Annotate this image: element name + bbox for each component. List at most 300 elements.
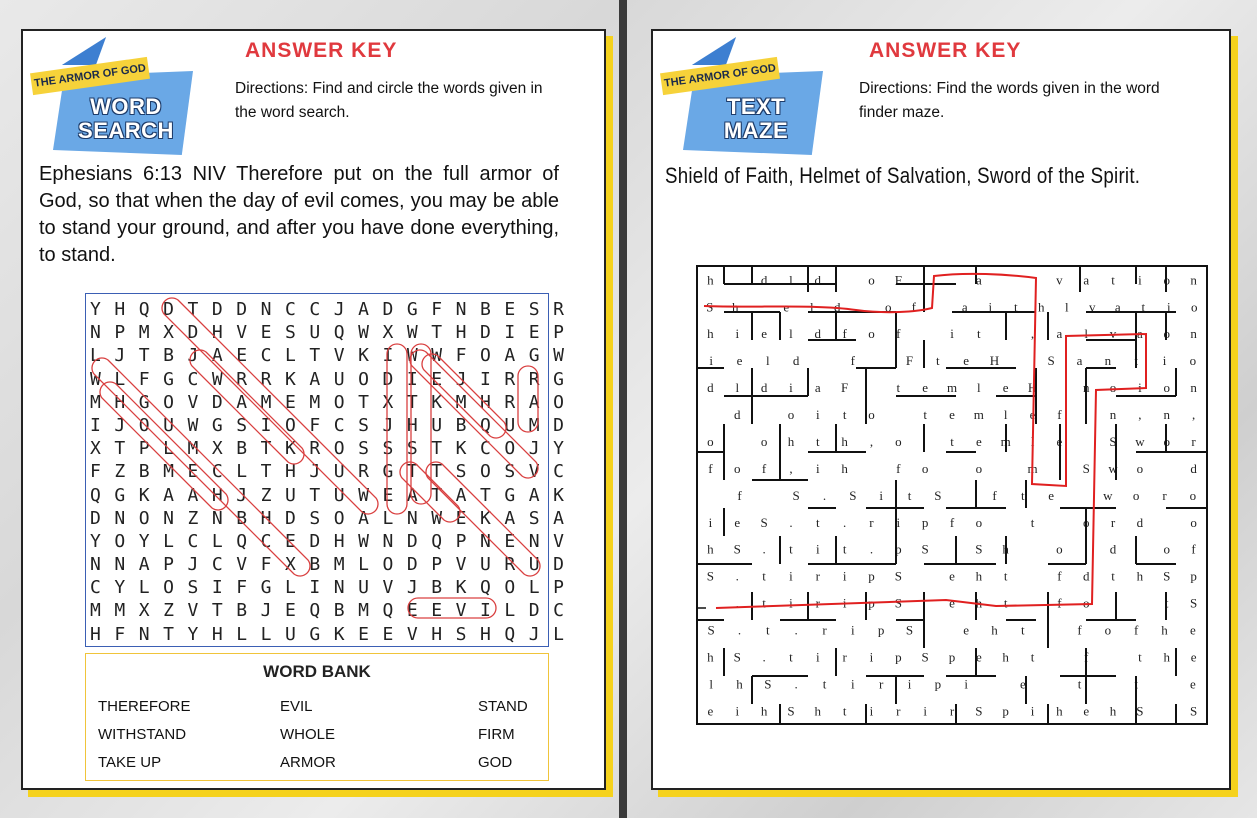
maze-letter: S: [760, 514, 768, 530]
maze-letter: S: [849, 487, 857, 503]
maze-letter: f: [1133, 622, 1139, 638]
maze-letter: n: [1082, 380, 1090, 396]
maze-letter: o: [975, 514, 983, 530]
maze-letter: S: [1189, 595, 1198, 611]
maze-letter: l: [977, 380, 981, 396]
maze-letter: o: [895, 433, 902, 449]
maze-letter: ,: [869, 433, 874, 449]
maze-letter: f: [1084, 649, 1089, 665]
badge-swoosh: [62, 37, 106, 65]
maze-letter: t: [1003, 595, 1008, 611]
maze-letter: l: [789, 272, 793, 288]
maze-letter: h: [991, 622, 998, 638]
grid-row: Y H Q D T D D N C C J A D G F N B E S R: [90, 299, 566, 320]
maze-letter: i: [842, 595, 847, 611]
maze-letter: S: [921, 649, 929, 665]
grid-row: Y O Y L C L Q C E D H W N D Q P N E N V: [90, 530, 566, 552]
text-maze: [696, 264, 1208, 730]
grid-row: D N O N Z N B H D S O A L N W E K A S A: [90, 507, 566, 529]
word-bank-item: THEREFORE: [98, 698, 191, 715]
maze-letter: h: [1002, 649, 1009, 665]
maze-letter: v: [1056, 272, 1063, 288]
badge-swoosh: [692, 37, 736, 65]
maze-letter: w: [1103, 487, 1113, 503]
maze-letter: t: [950, 433, 954, 449]
maze-letter: i: [789, 568, 793, 584]
maze-letter: S: [894, 568, 902, 584]
maze-letter: t: [1164, 595, 1169, 611]
maze-letter: l: [809, 299, 814, 315]
maze-letter: e: [707, 703, 714, 719]
maze-letter: t: [1141, 299, 1146, 315]
word-bank: [85, 653, 549, 781]
maze-letter: f: [992, 487, 997, 503]
maze-letter: o: [1109, 380, 1117, 396]
maze-letter: l: [1003, 407, 1008, 423]
maze-letter: i: [869, 703, 874, 719]
maze-letter: .: [735, 568, 739, 584]
maze-letter: e: [1190, 649, 1197, 665]
maze-letter: f: [1057, 568, 1062, 584]
bible-verse: Ephesians 6:13 NIV Therefore put on the full armor of God, so that when the day of evil comes, you may be able to stand your ground, and after you have done everything, to stand.: [39, 163, 559, 266]
maze-letter: r: [1110, 514, 1116, 530]
maze-letter: o: [868, 326, 875, 342]
circle-evil: [408, 598, 496, 618]
text-maze-badge: [661, 37, 836, 155]
maze-letter: i: [735, 703, 740, 719]
maze-letter: h: [1109, 703, 1117, 719]
maze-letter: r: [878, 676, 884, 692]
maze-letter: o: [868, 272, 875, 288]
maze-letter: e: [1189, 676, 1196, 692]
maze-letter: h: [1038, 299, 1045, 315]
maze-letter: ,: [1030, 326, 1035, 342]
circle-vertical-1: [387, 344, 407, 514]
maze-letter: f: [761, 460, 767, 476]
maze-letter: h: [1161, 622, 1168, 638]
maze-letter: t: [907, 487, 912, 503]
maze-letter: o: [1104, 622, 1112, 638]
text-maze-page: [651, 29, 1231, 790]
maze-letter: e: [922, 380, 929, 396]
circle-diag-takeup: [410, 350, 538, 478]
maze-letter: o: [1189, 353, 1197, 369]
maze-letter: h: [814, 703, 822, 719]
maze-letter: F: [905, 353, 914, 369]
directions-text: Directions: Find the words given in the word finder maze.: [859, 80, 1160, 121]
badge-ribbon: THE ARMOR OF GOD: [660, 57, 780, 95]
maze-letter: i: [950, 326, 954, 342]
directions-text: Directions: Find and circle the words given in the word search.: [235, 80, 543, 121]
maze-letter: r: [949, 703, 955, 719]
maze-letter: o: [1082, 514, 1090, 530]
maze-letter: f: [1057, 595, 1062, 611]
maze-letter: h: [707, 272, 714, 288]
maze-letter: m: [946, 380, 958, 396]
maze-letter: t: [1077, 676, 1082, 692]
word-bank-item: ARMOR: [280, 754, 336, 771]
maze-letter: p: [895, 649, 902, 665]
maze-letter: f: [842, 326, 847, 342]
badge-title-line2: MAZE: [723, 118, 789, 143]
maze-letter: t: [822, 676, 827, 692]
maze-letter: e: [1019, 676, 1026, 692]
maze-letter: e: [736, 353, 743, 369]
maze-letter: d: [1136, 514, 1144, 530]
maze-letter: S: [934, 487, 942, 503]
maze-letter: o: [787, 407, 795, 423]
grid-row: W L F G C W R R K A U O D I E J I R R G: [90, 368, 566, 390]
maze-letter: e: [761, 326, 767, 342]
maze-letter: h: [736, 676, 743, 692]
maze-letter: h: [707, 541, 714, 557]
maze-letter: S: [706, 299, 714, 315]
maze-letter: e: [949, 568, 955, 584]
maze-letter: t: [1030, 514, 1035, 530]
maze-letter: p: [934, 676, 942, 692]
maze-letter: i: [923, 703, 927, 719]
maze-letter: d: [814, 326, 822, 342]
maze-letter: r: [1191, 433, 1196, 449]
maze-letter: .: [869, 541, 874, 557]
maze-letter: i: [709, 353, 713, 369]
maze-letter: .: [794, 622, 798, 638]
maze-letter: t: [1030, 649, 1035, 665]
maze-letter: h: [707, 649, 714, 665]
maze-letter: v: [1109, 326, 1117, 342]
maze-letter: h: [841, 433, 848, 449]
maze-letter: p: [877, 622, 885, 638]
maze-letter: e: [975, 433, 982, 449]
maze-letter: t: [1134, 676, 1138, 692]
maze-letter: i: [815, 541, 820, 557]
maze-letter: n: [1190, 380, 1197, 396]
maze-letter: t: [977, 326, 981, 342]
maze-letter: w: [1135, 433, 1145, 449]
maze-letter: .: [794, 676, 798, 692]
maze-letter: a: [975, 272, 982, 288]
maze-letter: h: [1136, 568, 1144, 584]
maze-letter: l: [709, 676, 713, 692]
maze-letter: t: [842, 541, 847, 557]
maze-letter: i: [842, 568, 847, 584]
maze-letter: d: [707, 380, 714, 396]
maze-letter: m: [1000, 433, 1011, 449]
maze-letter: w: [1108, 460, 1118, 476]
maze-letter: o: [734, 460, 741, 476]
grid-row: I J O U W G S I O F C S J H U B Q U M D: [90, 414, 566, 436]
maze-letter: d: [814, 272, 822, 288]
maze-letter: e: [1189, 622, 1196, 638]
maze-letter: o: [921, 460, 929, 476]
maze-letter: h: [1002, 541, 1009, 557]
maze-letter: S: [733, 649, 741, 665]
grid-row: N N A P J C V F X B M L O D P V U R U D: [90, 554, 566, 576]
maze-letter: S: [707, 622, 715, 638]
maze-letter: t: [789, 541, 793, 557]
maze-letter: S: [1136, 703, 1144, 719]
grid-row: F Z B M E C L T H J U R G T T S O S V C: [90, 461, 566, 483]
maze-letter: S: [1109, 433, 1117, 449]
maze-letter: d: [760, 380, 768, 396]
circle-vertical-3: [518, 366, 538, 432]
maze-letter: f: [1077, 622, 1082, 638]
word-bank-item: STAND: [478, 698, 528, 715]
maze-letter: H: [1027, 380, 1038, 396]
word-search-page: [21, 29, 606, 790]
maze-letter: S: [706, 568, 715, 584]
circle-diag-1: [181, 302, 381, 502]
maze-letter: h: [787, 433, 795, 449]
maze-letter: i: [1030, 703, 1035, 719]
maze-letter: r: [822, 622, 827, 638]
maze-letter: h: [841, 460, 848, 476]
maze-letter: i: [1162, 353, 1167, 369]
circle-diag-whole: [100, 382, 228, 510]
maze-letter: i: [896, 514, 901, 530]
maze-letter: l: [1084, 326, 1089, 342]
maze-letter: a: [814, 380, 821, 396]
maze-letter: a: [1114, 299, 1121, 315]
maze-letter: o: [1163, 541, 1170, 557]
word-bank-item: WITHSTAND: [98, 726, 187, 743]
maze-letter: t: [766, 622, 770, 638]
maze-letter: m: [1027, 460, 1038, 476]
maze-letter: o: [1082, 595, 1090, 611]
maze-letter: i: [1138, 272, 1142, 288]
maze-letter: h: [975, 595, 983, 611]
maze-subtitle: Shield of Faith, Helmet of Salvation, Sword of the Spirit.: [665, 163, 1141, 188]
circle-diag-therefore: [162, 298, 378, 514]
maze-letter: a: [1056, 326, 1063, 342]
maze-letter: t: [789, 649, 793, 665]
maze-letter: f: [949, 514, 955, 530]
maze-letter: t: [1134, 353, 1138, 369]
maze-letter: o: [760, 433, 768, 449]
word-search-badge: [31, 37, 206, 155]
maze-letter: ,: [789, 460, 793, 476]
maze-letter: i: [964, 676, 968, 692]
maze-letter: i: [789, 595, 793, 611]
maze-letter: i: [869, 649, 874, 665]
maze-letter: h: [760, 703, 768, 719]
maze-letter: ,: [1138, 407, 1142, 423]
maze-letter: S: [1163, 568, 1171, 584]
word-bank-item: TAKE UP: [98, 754, 162, 771]
maze-letter: t: [1021, 487, 1025, 503]
maze-letter: r: [815, 568, 820, 584]
maze-letter: t: [842, 407, 847, 423]
maze-letter: F: [894, 272, 902, 288]
grid-row: H F N T Y H L L U G K E E V H S H Q J L: [90, 623, 566, 645]
maze-letter: a: [1083, 272, 1090, 288]
maze-letter: a: [1076, 353, 1083, 369]
maze-letter: o: [1163, 272, 1170, 288]
maze-letter: e: [1056, 433, 1063, 449]
maze-letter: t: [1111, 272, 1115, 288]
maze-letter: i: [1166, 299, 1171, 315]
badge-ribbon: THE ARMOR OF GOD: [30, 57, 150, 95]
maze-letter: S: [1189, 703, 1198, 719]
word-bank-item: EVIL: [280, 698, 313, 715]
maze-letter: i: [815, 649, 820, 665]
maze-letter: p: [868, 595, 875, 611]
maze-letter: o: [1163, 380, 1170, 396]
maze-letter: h: [732, 299, 739, 315]
maze-letter: l: [1030, 433, 1035, 449]
maze-letter: f: [850, 353, 856, 369]
answer-circles: [86, 294, 548, 646]
maze-letter: v: [1089, 299, 1096, 315]
maze-letter: m: [973, 407, 984, 423]
maze-letter: f: [737, 487, 742, 503]
maze-letter: f: [896, 326, 901, 342]
maze-letter: e: [949, 595, 955, 611]
maze-letter: h: [1056, 703, 1063, 719]
maze-letter: o: [1132, 487, 1140, 503]
maze-letter: f: [708, 460, 713, 476]
maze-letter: e: [1002, 380, 1009, 396]
maze-letter: i: [815, 460, 820, 476]
maze-letter: o: [885, 299, 892, 315]
maze-letter: t: [1138, 649, 1142, 665]
maze-letter: o: [1056, 541, 1063, 557]
answer-key-heading: ANSWER KEY: [245, 39, 398, 62]
maze-letter: o: [868, 407, 875, 423]
maze-letter: n: [1190, 272, 1197, 288]
maze-letter: h: [1163, 649, 1170, 665]
maze-letter: o: [707, 433, 714, 449]
maze-letter: t: [762, 568, 766, 584]
maze-letter: e: [783, 299, 790, 315]
maze-letter: r: [896, 703, 901, 719]
maze-letter: a: [1137, 326, 1143, 342]
maze-letter: d: [1109, 541, 1117, 557]
badge-title: [697, 95, 815, 143]
grid-row: L J T B J A E C L T V K I W W F O A G W: [90, 345, 566, 367]
maze-letter: t: [815, 433, 820, 449]
maze-letter: l: [1064, 299, 1069, 315]
word-bank-item: FIRM: [478, 726, 515, 743]
maze-letter: S: [921, 541, 929, 557]
page-divider: [619, 0, 627, 818]
maze-letter: d: [760, 272, 768, 288]
maze-letter: i: [851, 622, 855, 638]
maze-letter: .: [762, 649, 766, 665]
maze-letter: i: [708, 514, 713, 530]
maze-letter: S: [733, 541, 741, 557]
maze-letter: r: [842, 649, 847, 665]
grid-row: C Y L O S I F G L I N U V J B K Q O L P: [90, 577, 566, 599]
maze-letter: o: [1191, 299, 1198, 315]
maze-letter: e: [734, 514, 741, 530]
grid-row: M H G O V D A M E M O T X T K M H R A O: [90, 391, 566, 413]
maze-letter: n: [1104, 353, 1112, 369]
maze-letter: t: [1003, 568, 1008, 584]
maze-letter: p: [1190, 568, 1197, 584]
maze-letter: i: [1138, 380, 1142, 396]
maze-letter: e: [963, 353, 970, 369]
maze-letter: S: [1082, 460, 1090, 476]
grid-row: Q G K A A H J Z U T U W E A T A T G A K: [90, 484, 566, 506]
answer-key-heading: ANSWER KEY: [869, 39, 1022, 62]
maze-letter: S: [1047, 353, 1055, 369]
maze-letter: H: [989, 353, 1000, 369]
word-search-grid: [85, 293, 566, 647]
maze-letter: i: [815, 407, 820, 423]
maze-letter: .: [762, 541, 766, 557]
maze-letter: e: [1048, 487, 1055, 503]
maze-letter: F: [841, 380, 849, 396]
maze-letter: t: [923, 407, 927, 423]
maze-letter: i: [735, 326, 740, 342]
maze-letter: e: [949, 407, 955, 423]
maze-letter: t: [1013, 299, 1018, 315]
maze-letter: S: [792, 487, 800, 503]
maze-letter: n: [1190, 326, 1197, 342]
maze-letter: t: [1021, 622, 1025, 638]
maze-letter: p: [868, 568, 875, 584]
maze-letter: h: [707, 326, 714, 342]
maze-letter: r: [1162, 487, 1167, 503]
maze-letter: d: [1082, 568, 1090, 584]
badge-title-line1: WORD: [90, 94, 162, 119]
badge-title-line2: SEARCH: [78, 118, 174, 143]
maze-letter: p: [1002, 703, 1009, 719]
maze-letter: S: [787, 703, 795, 719]
maze-letter: f: [1191, 541, 1196, 557]
maze-letter: p: [895, 541, 902, 557]
maze-letter: i: [988, 299, 993, 315]
circle-diag-god: [400, 462, 460, 522]
maze-letter: l: [789, 326, 793, 342]
maze-letter: n: [1109, 407, 1117, 423]
maze-letter: .: [737, 622, 742, 638]
maze-letter: S: [975, 541, 983, 557]
maze-letter: S: [894, 595, 902, 611]
maze-letter: o: [1163, 326, 1170, 342]
word-bank-item: WHOLE: [280, 726, 336, 743]
maze-letter: i: [879, 487, 883, 503]
maze-letter: e: [975, 649, 982, 665]
grid-row: N P M X D H V E S U Q W X W T H D I E P: [90, 322, 566, 344]
maze-letter: .: [822, 487, 827, 503]
maze-letter: S: [975, 703, 983, 719]
badge-title-line1: TEXT: [726, 94, 786, 119]
maze-letter: e: [1083, 703, 1090, 719]
maze-letter: d: [792, 353, 800, 369]
maze-letter: e: [1029, 407, 1036, 423]
maze-letter: t: [936, 353, 940, 369]
maze-letter: .: [735, 595, 739, 611]
maze-letter: f: [896, 460, 901, 476]
maze-letter: f: [911, 299, 916, 315]
maze-letter: i: [851, 676, 855, 692]
maze-letter: t: [762, 595, 766, 611]
maze-letter: p: [921, 514, 929, 530]
maze-letter: r: [869, 514, 874, 530]
maze-letter: S: [764, 676, 772, 692]
maze-letter: l: [735, 380, 740, 396]
maze-letter: a: [961, 299, 968, 315]
maze-letter: d: [734, 407, 741, 423]
maze-letter: .: [843, 514, 847, 530]
maze-letter: t: [842, 703, 847, 719]
maze-letter: i: [907, 676, 912, 692]
maze-letter: h: [975, 568, 983, 584]
maze-letter: f: [1057, 407, 1062, 423]
maze-letter: o: [1189, 487, 1197, 503]
